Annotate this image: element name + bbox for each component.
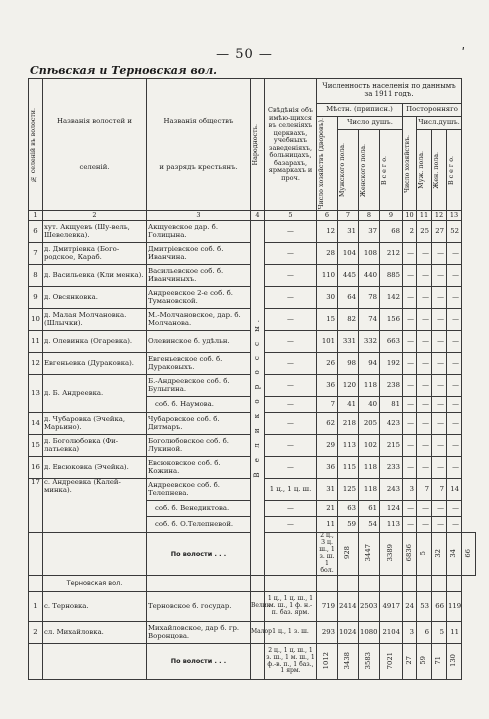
nationality-cell: В е л и к о р о с с ы. <box>251 221 265 576</box>
table-row: 2 сл. Михайловка. Михайловское, дар б. гр. Воронцова. Малор 1 ц., 1 з. ш. 293 1024 1080 2104 3 6 5 11 <box>29 622 476 644</box>
header-foreign-male: Муж. пола. <box>417 129 432 211</box>
table-row: соб. б. Венедиктова. — 21 63 61 124 — — — — <box>29 501 476 517</box>
col-number: 5 <box>265 211 317 221</box>
header-col-names: Названія волостей и селеній. <box>43 79 147 211</box>
table-row: 17 с. Андреевка (Калей-минка). Андреевское соб. б. Телепнева. 1 ц., 1 ц. ш. 31 125 118 243 3 7 7 14 <box>29 479 476 501</box>
total-label: По волости . . . <box>147 644 251 680</box>
col-number: 13 <box>447 211 462 221</box>
section-title: Спѣвская и Терновская вол. <box>30 64 217 77</box>
column-numbers-row <box>29 211 476 221</box>
header-male: Мужского пола. <box>338 129 359 211</box>
volost-heading-row <box>29 576 476 592</box>
table-row: 7 д. Дмитріевка (Бого-родское, Караб. Дмитріевское соб. б. Иванчина. — 28 104 108 212 — — — — <box>29 243 476 265</box>
col-number: 11 <box>417 211 432 221</box>
table-row: соб. б. О.Телепневой. — 11 59 54 113 — — — — <box>29 517 476 533</box>
table-row: 1 с. Терновка. Терновское б. государ. Велик 1 ц., 1 ц. ш., 1 м. ш., 1 ф. н.-п. баз. ярм. 719 2414 2503 4917 24 53 66 119 <box>29 592 476 622</box>
table-row: соб. б. Наумова. — 7 41 40 81 — — — — <box>29 397 476 413</box>
header-foreign-total: В с е г о. <box>447 129 462 211</box>
population-table <box>28 78 476 680</box>
col-number: 3 <box>147 211 251 221</box>
header-col-nationality: Народность. <box>251 79 265 211</box>
table-row: 10 д. Малая Молчановка. (Шлычки). М.-Молчановское, дар. б. Молчанова. — 15 82 74 156 — — — — <box>29 309 476 331</box>
table-row: 14 д. Чубаровка (Эчейка, Марьино). Чубаровское соб. б. Дитмаръ. — 62 218 205 423 — — — — <box>29 413 476 435</box>
table-row: 16 д. Евсюковка (Эчейка). Евсюковское соб. б. Кожина. — 36 115 118 233 — — — — <box>29 457 476 479</box>
table-row: 13 д. Б. Андреевка. Б.-Андреевское соб. б. Булыгина. — 36 120 118 238 — — — — <box>29 375 476 397</box>
total-row: По волости . . . 2 ц., 1 ц. ш., 1 з. ш., 1 м. ш., 1 ф.-в. п., 1 баз., 1 ярм. 1012 3438 3583 7021 27 59 71 130 <box>29 644 476 680</box>
table-row: 6 хут. Акщуевъ (Шу-вель, Шевелевка). Акщуевское дар. б. Голицына. В е л и к о р о с с ы. — 12 31 37 68 2 25 27 52 <box>29 221 476 243</box>
corner-mark: ʹ <box>461 46 465 60</box>
header-population: Численность населенія по даннымъ за 1911 годъ. <box>317 79 462 104</box>
col-number: 2 <box>43 211 147 221</box>
table-row: 8 д. Васильевка (Кли менка). Васильевское соб. б. Иванчиныхъ. — 110 445 440 885 — — — — <box>29 265 476 287</box>
col-number: 8 <box>359 211 380 221</box>
table-row: 12 Евгеньевка (Дураковка). Евгеньевское соб. б. Дураковыхъ. — 26 98 94 192 — — — — <box>29 353 476 375</box>
header-col-info: Свѣдѣнія объ имѣю-щихся въ селеніяхъ церквахъ, учебныхъ заведеніяхъ, больницахъ, базарахъ, ярмаркахъ и проч. <box>265 79 317 211</box>
header-local: Мѣстн. (приписн.) <box>317 104 403 117</box>
col-number: 6 <box>317 211 338 221</box>
total-label: По волости . . . <box>147 533 251 576</box>
header-local-souls: Число душъ. <box>338 117 403 130</box>
header-households: Число хозяйствъ (дворовъ). <box>317 117 338 211</box>
header-col-num: № селеній въ волости. <box>29 79 43 211</box>
total-row: По волости . . . 2 ц., 3 ц. ш., 1 з. ш. 1 бол. 928 3447 3389 6836 5 32 34 66 <box>29 533 476 576</box>
col-number: 4 <box>251 211 265 221</box>
table-row: 15 д. Боголюбовка (Фи-латьевка) Боголюбовское соб. б. Лукиной. — 29 113 102 215 — — — — <box>29 435 476 457</box>
header-row-1 <box>29 79 476 104</box>
volost-heading: Терновская вол. <box>43 576 147 592</box>
table-wrap <box>28 78 476 680</box>
page-number: — 50 — <box>216 47 273 62</box>
col-number: 12 <box>432 211 447 221</box>
col-number: 1 <box>29 211 43 221</box>
col-number: 9 <box>380 211 403 221</box>
header-foreign: Посторонняго <box>403 104 462 117</box>
col-number: 7 <box>338 211 359 221</box>
header-female: Женского пола. <box>359 129 380 211</box>
table-row: 9 д. Овсянковка. Андреевское 2-е соб. б. Тумановской. — 30 64 78 142 — — — — <box>29 287 476 309</box>
header-foreign-female: Жен. пола. <box>432 129 447 211</box>
header-foreign-households: Число хозяйствъ. <box>403 117 417 211</box>
header-col-societies: Названія обществъ и разрядъ крестьянъ. <box>147 79 251 211</box>
col-number: 10 <box>403 211 417 221</box>
header-foreign-souls: Числ.душъ. <box>417 117 462 130</box>
header-total: В с е г о. <box>380 129 403 211</box>
table-row: 11 д. Олевинка (Огаревка). Олевинское б. удѣльн. — 101 331 332 663 — — — — <box>29 331 476 353</box>
